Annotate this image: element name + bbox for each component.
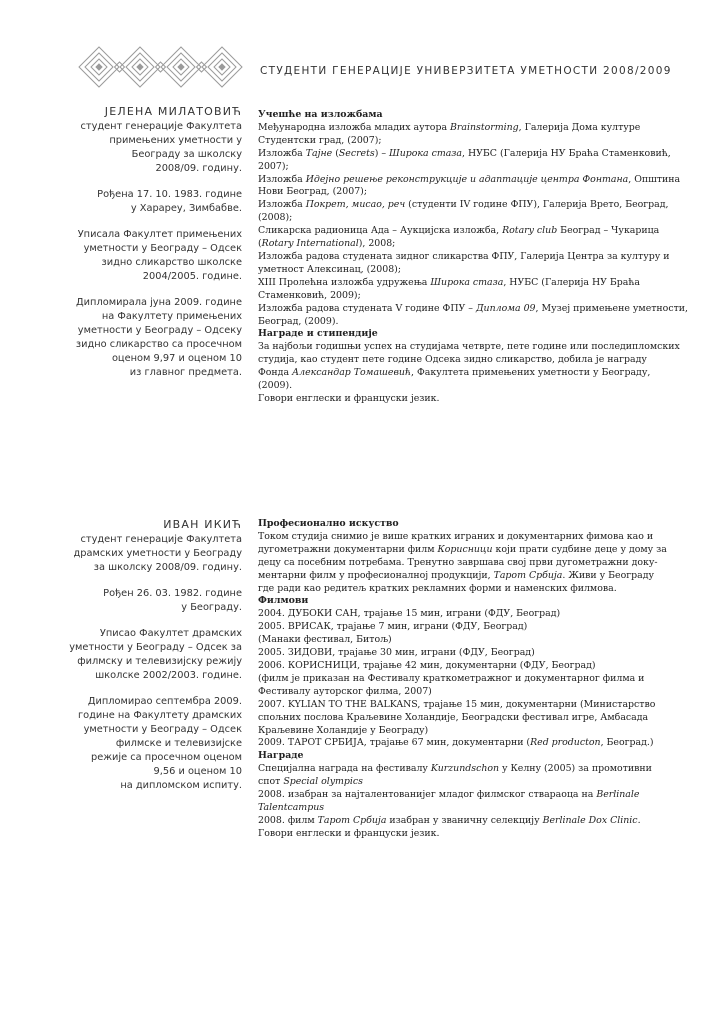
italic-text: Kurzundschon	[430, 763, 500, 775]
person2-films-heading: Филмови	[258, 595, 309, 607]
text-segment: , Београд.)	[600, 737, 654, 749]
bio-line: Дипломирала јуна 2009. године	[76, 297, 242, 308]
text-segment: Изложба	[258, 147, 306, 159]
person2-born	[60, 587, 242, 615]
text-line	[258, 699, 658, 712]
text-line	[258, 712, 658, 725]
text-segment: (	[332, 147, 339, 159]
person1-graduated	[60, 296, 242, 380]
bio-line: зидно сликарство школске	[101, 257, 242, 268]
text-line	[258, 763, 658, 776]
text-line	[258, 608, 658, 621]
text-line	[258, 737, 658, 750]
text-segment: спот	[258, 776, 284, 788]
italic-text: Rotary club	[502, 225, 558, 237]
person2-awards	[258, 763, 658, 828]
person2-intro	[60, 533, 242, 575]
text-segment: 2007. KYLIAN TO THE BALKANS, трајање 15 мин, документарни (Министарство	[258, 698, 656, 710]
text-line	[258, 621, 658, 634]
person1-name: ЈЕЛЕНА МИЛАТОВИЋ	[104, 105, 242, 118]
bio-line: уметности у Београду – Одсек	[83, 243, 242, 254]
person2-details	[258, 518, 667, 841]
bio-line: студент генерације Факултета	[80, 121, 242, 132]
text-segment: Београд – Чукарица	[557, 225, 660, 237]
bio-line: Рођен 26. 03. 1982. године	[103, 588, 242, 599]
text-line	[258, 776, 658, 789]
person1-exhibitions-heading: Учешће на изложбама	[258, 109, 383, 120]
text-segment: децу са посебним потребама. Тренутно завршава свој први дугометражни доку-	[258, 556, 658, 568]
text-line	[258, 122, 658, 135]
bio-line: уметности у Београду – Одсеку	[77, 325, 242, 336]
person1-details	[258, 109, 688, 406]
person2-languages: Говори енглески и француски језик.	[258, 827, 440, 839]
bio-line: филмску и телевизијску режију	[77, 656, 242, 667]
text-segment: 2008. филм	[258, 814, 318, 826]
text-segment: Београд, (2009).	[258, 315, 339, 327]
bio-line: на Факултету примењених	[101, 311, 242, 322]
text-segment: изабран у званичну селекцију	[386, 814, 543, 826]
italic-text: Широка стаза	[430, 276, 504, 288]
text-line	[258, 380, 658, 393]
text-segment: , Факултета примењених уметности у Београду,	[411, 367, 651, 379]
text-line	[258, 725, 658, 738]
italic-text: Berlinale	[596, 789, 640, 801]
italic-text: Brainstorming	[450, 121, 519, 133]
text-segment: 2006. КОРИСНИЦИ, трајање 42 мин, документарни (ФДУ, Београд)	[258, 659, 596, 671]
text-segment: (филм је приказан на Фестивалу краткометражног и документарног филма и	[258, 672, 645, 684]
text-segment: Сликарска радионица Ада – Аукцијска изложба,	[258, 225, 503, 237]
person1-intro	[60, 120, 242, 176]
text-line	[258, 186, 658, 199]
text-line	[258, 570, 658, 583]
text-segment: , Галерија Дома културе	[518, 121, 641, 133]
bio-line: године на Факултету драмских	[78, 710, 242, 721]
person1-awards	[258, 341, 680, 393]
text-segment: где ради као редитељ кратких рекламних форми и наменских филмова.	[258, 582, 617, 594]
bio-line: оценом 9,97 и оценом 10	[111, 353, 242, 364]
text-segment: 2007);	[258, 160, 289, 172]
text-segment: студија, као студент пете године Одсека зидно сликарство, добила је награду	[258, 354, 647, 366]
bio-line: из главног предмета.	[129, 367, 242, 378]
text-line	[258, 354, 658, 367]
text-segment: (2008);	[258, 212, 293, 224]
text-segment: , Музеј примењене уметности,	[535, 302, 688, 314]
text-segment: 2004. ДУБОКИ САН, трајање 15 мин, играни (ФДУ, Београд)	[258, 608, 561, 620]
text-line	[258, 686, 658, 699]
traditional-diamond-pattern-icon	[76, 44, 250, 90]
italic-text: Talentcampus	[258, 801, 325, 813]
person2-enrolled	[60, 627, 242, 683]
text-segment: дугометражни документарни филм	[258, 543, 438, 555]
text-line	[258, 543, 667, 557]
text-segment: Изложба радова студената зидног сликарства ФПУ, Галерија Центра за културу и	[258, 250, 670, 262]
text-segment: (	[258, 238, 262, 250]
text-line	[258, 147, 671, 161]
text-line	[258, 367, 658, 380]
text-segment: , Општина	[628, 173, 681, 185]
person2-bio	[60, 518, 242, 805]
bio-line: 2004/2005. године.	[142, 271, 242, 282]
text-line	[258, 660, 658, 673]
italic-text: Secrets	[338, 147, 375, 159]
bio-line: Уписао Факултет драмских	[99, 628, 242, 639]
text-segment: уметност Алексинац, (2008);	[258, 263, 401, 275]
bio-line: студент генерације Факултета	[80, 534, 242, 545]
text-segment: (студенти IV године ФПУ), Галерија Врето, Београд,	[405, 199, 669, 211]
text-segment: Изложба	[258, 199, 306, 211]
text-segment: , НУБС (Галерија НУ Браћа	[503, 276, 641, 288]
text-line	[258, 647, 658, 660]
italic-text: Корисници	[437, 543, 493, 555]
text-segment: XIII Пролећна изложба удружења	[258, 276, 431, 288]
bio-line: Уписала Факултет примењених	[77, 229, 242, 240]
person1-awards-heading: Награде и стипендије	[258, 328, 378, 340]
italic-text: Широка стаза	[389, 147, 462, 159]
text-line	[258, 531, 658, 544]
person1-languages: Говори енглески и француски језик.	[258, 392, 440, 404]
text-line	[258, 225, 658, 238]
text-line	[258, 557, 658, 570]
text-line	[258, 815, 658, 828]
text-line	[258, 634, 658, 647]
text-line	[258, 290, 658, 303]
text-segment: Специјална награда на фестивалу	[258, 763, 431, 775]
bio-line: режије са просечном оценом	[90, 752, 242, 763]
text-segment: ), 2008;	[358, 238, 396, 250]
bio-line: у Харареу, Зимбабве.	[130, 203, 242, 214]
person2-graduated	[60, 695, 242, 793]
text-line	[258, 199, 669, 212]
text-line	[258, 673, 658, 686]
text-line	[258, 173, 681, 187]
bio-line: 2008/09. годину.	[155, 163, 242, 174]
text-segment: Фестивалу ауторског филма, 2007)	[258, 685, 432, 697]
person2-name: ИВАН ИКИЋ	[163, 518, 242, 531]
bio-line: драмских уметности у Београду	[73, 548, 242, 559]
text-segment: који прати судбине деце у дому за	[492, 543, 667, 555]
bio-line: филмске и телевизијске	[115, 738, 242, 749]
bio-line: Рођена 17. 10. 1983. године	[97, 189, 242, 200]
text-segment: (2009).	[258, 380, 293, 392]
text-segment: Нови Београд, (2007);	[258, 186, 367, 198]
person2-awards-heading: Награде	[258, 750, 304, 762]
text-segment: Током студија снимио је више кратких играних и документарних фимова као и	[258, 530, 654, 542]
text-segment: Стаменковић, 2009);	[258, 289, 361, 301]
person1-enrolled	[60, 228, 242, 284]
bio-line: уметности у Београду – Одсек	[83, 724, 242, 735]
italic-text: Rotary International	[261, 238, 359, 250]
text-segment: ментарни филм у професионалној продукцији,	[258, 569, 494, 581]
bio-line: зидно сликарство са просечном	[75, 339, 242, 350]
italic-text: Идејно решење реконструкције и адаптације центра Фонтана	[305, 173, 629, 185]
text-line	[258, 789, 658, 802]
bio-line: у Београду.	[181, 602, 242, 613]
page-header-title: СТУДЕНТИ ГЕНЕРАЦИЈЕ УНИВЕРЗИТЕТА УМЕТНОСТИ 2008/2009	[260, 65, 672, 77]
bio-line: на дипломском испиту.	[120, 780, 242, 791]
text-line	[258, 212, 658, 225]
bio-line: Дипломирао септембра 2009.	[87, 696, 242, 707]
text-segment: . Живи у Београду	[562, 569, 655, 581]
text-segment: 2005. ЗИДОВИ, трајање 30 мин, играни (ФДУ, Београд)	[258, 647, 535, 659]
person2-experience	[258, 530, 667, 596]
italic-text: Тарот Србија	[317, 814, 387, 826]
italic-text: Диплома 09	[475, 302, 536, 314]
text-line	[258, 302, 688, 316]
italic-text: Александар Томашевић	[292, 367, 411, 379]
text-line	[258, 264, 658, 277]
text-segment: Међународна изложба младих аутора	[258, 121, 451, 133]
text-segment: Изложба радова студената V године ФПУ –	[258, 302, 476, 314]
text-line	[258, 135, 658, 148]
italic-text: Покрет, мисао, реч	[305, 199, 406, 211]
italic-text: Тајне	[305, 147, 333, 159]
text-segment: (Манаки фестивал, Битољ)	[258, 634, 392, 646]
text-segment: 2009. ТАРОТ СРБИЈА, трајање 67 мин, документарни (	[258, 737, 531, 749]
text-line	[258, 250, 670, 264]
text-segment: За најбољи годишњи успех на студијама четврте, пете године или последипломских	[258, 341, 680, 353]
italic-text: Berlinale Dox Clinic	[542, 814, 638, 826]
person2-films	[258, 608, 658, 750]
italic-text: Special olympics	[283, 776, 363, 788]
text-line	[258, 277, 658, 290]
bio-line: примењених уметности у	[109, 135, 242, 146]
bio-line: за школску 2008/09. годину.	[93, 562, 242, 573]
person1-born	[60, 188, 242, 216]
text-segment: Студентски град, (2007);	[258, 134, 382, 146]
text-line	[258, 161, 658, 174]
bio-line: Београду за школску	[131, 149, 242, 160]
bio-line: школске 2002/2003. године.	[95, 670, 242, 681]
italic-text: Red producton	[530, 737, 601, 749]
text-segment: Фонда	[258, 367, 293, 379]
italic-text: Тарот Србија	[493, 569, 563, 581]
person2-experience-heading: Професионално искуство	[258, 518, 399, 529]
text-line	[258, 802, 658, 815]
text-line	[258, 583, 658, 596]
text-line	[258, 341, 680, 354]
text-segment: 2005. ВРИСАК, трајање 7 мин, играни (ФДУ, Београд)	[258, 621, 528, 633]
text-segment: Изложба	[258, 173, 306, 185]
text-segment: , НУБС (Галерија НУ Браћа Стаменковић,	[462, 147, 671, 159]
bio-line: 9,56 и оценом 10	[153, 766, 242, 777]
text-segment: .	[637, 814, 641, 826]
text-line	[258, 238, 658, 251]
text-segment: спољних послова Краљевине Холандије, Београдски фестивал игре, Амбасада	[258, 711, 649, 723]
text-segment: 2008. изабран за најталентованијег младог филмског ствараоца на	[258, 789, 597, 801]
text-segment: у Келну (2005) за промотивни	[499, 763, 652, 775]
text-segment: Краљевине Холандије у Београду)	[258, 724, 429, 736]
text-line	[258, 316, 658, 329]
person1-exhibitions	[258, 121, 688, 329]
text-segment: ) –	[374, 147, 390, 159]
bio-line: уметности у Београду – Одсек за	[69, 642, 242, 653]
person1-bio	[60, 105, 242, 392]
